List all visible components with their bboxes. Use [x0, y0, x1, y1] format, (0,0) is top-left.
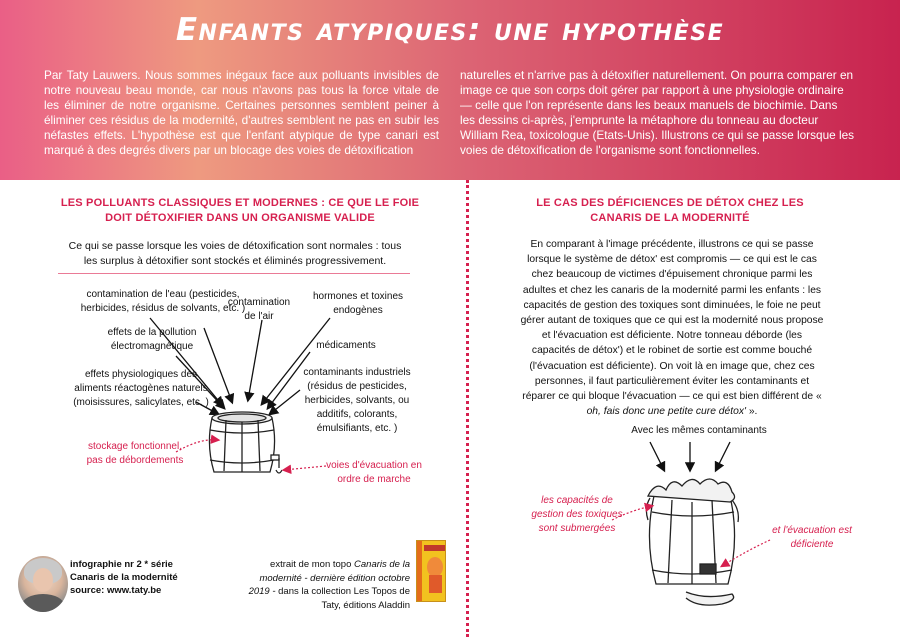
arrow-industrial [270, 390, 300, 414]
book-extract-text [240, 558, 410, 612]
left-section-title: LES POLLUANTS CLASSIQUES ET MODERNES : CE QUE LE FOIE DOIT DÉTOXIFIER DANS UN ORGANISME VALIDE [60, 197, 420, 224]
label-hormones: hormones et toxines endogènes [312, 291, 404, 316]
right-intro-text: En comparant à l'image précédente, illustrons ce qui se passe lorsque le système de détox' est compromis — ce qui est le cas chez beaucoup de victimes d'épuisement chronique parmi les adultes et chez les canaris de la modernité parmi les enfants : les capacités de gestion des toxiques sont diminuées, le foie ne peut gérer autant de toxiques que ce qui est la modernité nous propose et l'évacuation est déficiente. Notre tonneau déborde (les capacités de détox') et le robinet de sortie est comme bouché (l'évacuation est déficiente). On voit là en image que, chez ces personnes, il faut particulièrement éviter les contaminants et réparer ce qui bloque l'évacuation — ce qui est bien différent de « [520, 239, 824, 403]
arrow-water [150, 318, 222, 405]
credit-line-2: Canaris de la modernité [70, 572, 178, 583]
left-arrows [150, 318, 330, 414]
credit-line-3: source: www.taty.be [70, 585, 162, 596]
left-section-intro: Ce qui se passe lorsque les voies de détoxification sont normales : tous les surplus à détoxifier sont stockés et éliminés progressivement. [68, 240, 402, 267]
right-intro-end: ». [748, 406, 758, 418]
label-electro: effets de la pollution électromagnétique [107, 327, 197, 352]
arrow-food [196, 402, 218, 414]
arrow-hormones-2 [262, 318, 330, 404]
arrow-hormones [248, 320, 262, 400]
extract-book-title: Canaris de la modernité [259, 559, 410, 584]
right-section-title: LE CAS DES DÉFICIENCES DE DÉTOX CHEZ LES CANARIS DE LA MODERNITÉ [536, 197, 804, 224]
label-capacities-submerged: les capacités de gestion des toxiques sont submergées [531, 495, 623, 534]
barrel-icon [209, 412, 282, 473]
label-water: contamination de l'eau (pesticides, herbicides, résidus de solvants, etc. ) [80, 289, 246, 314]
extract-pre: extrait de mon topo [270, 559, 352, 570]
label-air: contamination de l'air [227, 297, 291, 322]
page-title: Enfants atypiques: une hypothèse [175, 12, 725, 48]
label-food: effets physiologiques des aliments réactogènes naturels (moisissures, salicylates, etc. ) [73, 369, 209, 408]
extract-post: dans la collection Les Topos de Taty, éditions Aladdin [278, 586, 410, 611]
label-evacuation-deficient: et l'évacuation est déficiente [772, 525, 852, 550]
pointer-evacuation-ok [284, 466, 326, 470]
arrow-electro [176, 356, 224, 408]
label-industrial: contaminants industriels (résidus de pesticides, herbicides, solvants, ou additifs, colorants, émulsifiants, etc. ) [303, 367, 411, 434]
portrait-photo [18, 556, 68, 612]
book-cover[interactable] [416, 540, 446, 602]
intro-left-column: Par Taty Lauwers. Nous sommes inégaux face aux polluants invisibles de notre nouveau beau monde, car nous n'avons pas tous la force vitale de les éliminer de notre organisme. Certaines personnes semblent peiner à éliminer ces résidus de la modernité, d'autres semblent ne pas en subir les néfastes effets. L'hypothèse est que l'enfant atypique de type canari est marqué à des degrés divers par un blocage des voies de détoxification [44, 68, 439, 157]
right-arrows [650, 442, 730, 470]
footer-credit [70, 558, 178, 597]
overflowing-barrel-icon [646, 479, 738, 605]
label-evacuation-ok: voies d'évacuation en ordre de marche [326, 460, 422, 485]
credit-line-1: infographie nr 2 * série [70, 559, 173, 570]
intro-right-column: naturelles et n'arrive pas à détoxifier naturellement. On pourra comparer en image ce que son corps doit gérer par rapport à une physiologie ordinaire — celle que l'on représente dans les beaux manuels de biochimie. Dans les dessins ci-après, j'emprunte la métaphore du tonneau au docteur William Rea, toxicologue (Etats-Unis). Illustrons ce qui se passe lorsque les voies de détoxification de l'organisme sont fonctionnelles. [460, 68, 855, 157]
label-same-contaminants: Avec les mêmes contaminants [631, 425, 767, 436]
extract-edition: - dernière édition octobre 2019 - [248, 572, 410, 597]
label-storage: stockage fonctionnel, pas de débordements [86, 441, 184, 466]
right-intro-quote: oh, fais donc une petite cure détox' [586, 406, 746, 418]
label-drugs: médicaments [316, 340, 376, 351]
